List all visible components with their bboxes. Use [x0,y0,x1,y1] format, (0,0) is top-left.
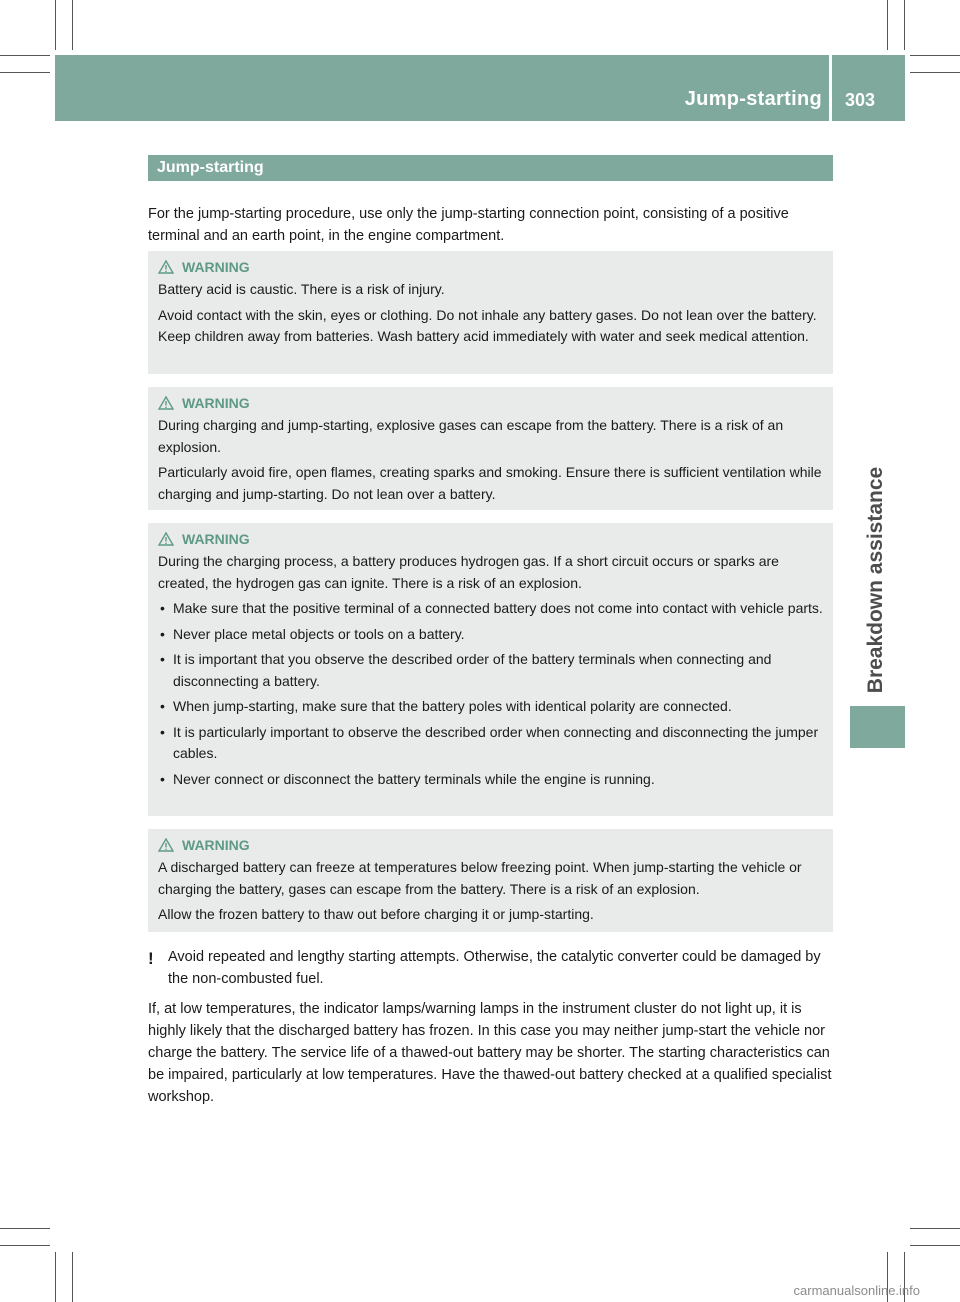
warning-label: WARNING [182,259,250,275]
chapter-side-label-text: Breakdown assistance [864,466,887,694]
warning-bullet: • It is important that you observe the described order of the battery terminals when connecting and disconnecting a battery. [158,649,823,692]
warning-text: During the charging process, a battery produces hydrogen gas. If a short circuit occurs or sparks are created, the hydrogen gas can ignite. There is a risk of an explosion. [158,553,779,591]
crop-mark [0,55,50,56]
warning-bullet: • When jump-starting, make sure that the battery poles with identical polarity are connected. [158,696,823,718]
warning-box [148,523,833,816]
footer-watermark: carmanualsonline.info [793,1283,920,1298]
closing-paragraph: If, at low temperatures, the indicator lamps/warning lamps in the instrument cluster do not light up, it is highly likely that the discharged battery has frozen. In this case you may neither jump-start the vehicle nor charge the battery. The service life of a thawed-out battery may be shorter. The starting characteristics can be impaired, particularly at low temperatures. Have the thawed-out battery checked at a qualified specialist workshop. [148,1001,832,1105]
warning-header [158,531,823,547]
chapter-side-label [856,450,896,710]
caution-note [148,946,833,990]
exclamation-icon: ! [148,949,154,968]
crop-mark [910,1245,960,1246]
chapter-tab-marker [850,706,905,748]
warning-header [158,259,823,275]
warning-header [158,395,823,411]
warning-bullet-list [158,598,823,790]
warning-header [158,837,823,853]
crop-mark [0,72,50,73]
warning-bullet: • Never place metal objects or tools on a battery. [158,624,823,646]
crop-mark [910,1228,960,1229]
crop-mark [55,1252,56,1302]
crop-mark [910,72,960,73]
section-heading: Jump-starting [148,155,833,181]
crop-mark [0,1245,50,1246]
warning-triangle-icon [158,532,174,546]
caution-note-text: Avoid repeated and lengthy starting attempts. Otherwise, the catalytic converter could be damaged by the non-combusted fuel. [168,949,821,987]
crop-mark [0,1228,50,1229]
warning-label: WARNING [182,531,250,547]
warning-bullet: • It is particularly important to observe the described order when connecting and disconnecting the jumper cables. [158,722,823,765]
page-number: 303 [845,90,876,110]
warning-text: Particularly avoid fire, open flames, creating sparks and smoking. Ensure there is sufficient ventilation while charging and jump-starting. Do not lean over a battery. [158,464,822,502]
crop-mark [55,0,56,50]
warning-text: During charging and jump-starting, explosive gases can escape from the battery. There is a risk of an explosion. [158,417,784,455]
intro-paragraph: For the jump-starting procedure, use only the jump-starting connection point, consisting of a positive terminal and an earth point, in the engine compartment. [148,206,789,244]
warning-label: WARNING [182,837,250,853]
warning-text: A discharged battery can freeze at temperatures below freezing point. When jump-starting the vehicle or charging the battery, gases can escape from the battery. There is a risk of an explosion. [158,859,802,897]
warning-triangle-icon [158,396,174,410]
crop-mark [72,0,73,50]
crop-mark [887,0,888,50]
warning-box [148,829,833,932]
warning-box [148,387,833,510]
running-header-title: Jump-starting [684,88,822,110]
crop-mark [72,1252,73,1302]
warning-box [148,251,833,374]
warning-triangle-icon [158,838,174,852]
crop-mark [904,0,905,50]
warning-bullet: • Make sure that the positive terminal of a connected battery does not come into contact with vehicle parts. [158,598,823,620]
warning-bullet: • Never connect or disconnect the battery terminals while the engine is running. [158,769,823,791]
warning-label: WARNING [182,395,250,411]
warning-triangle-icon [158,260,174,274]
header-divider [829,55,832,121]
warning-text: Avoid contact with the skin, eyes or clothing. Do not inhale any battery gases. Do not lean over the battery. Keep children away from batteries. Wash battery acid immediately with water and seek medical attention. [158,306,817,344]
warning-text: Battery acid is caustic. There is a risk of injury. [158,281,445,297]
warning-text: Allow the frozen battery to thaw out before charging it or jump-starting. [158,906,594,922]
crop-mark [910,55,960,56]
